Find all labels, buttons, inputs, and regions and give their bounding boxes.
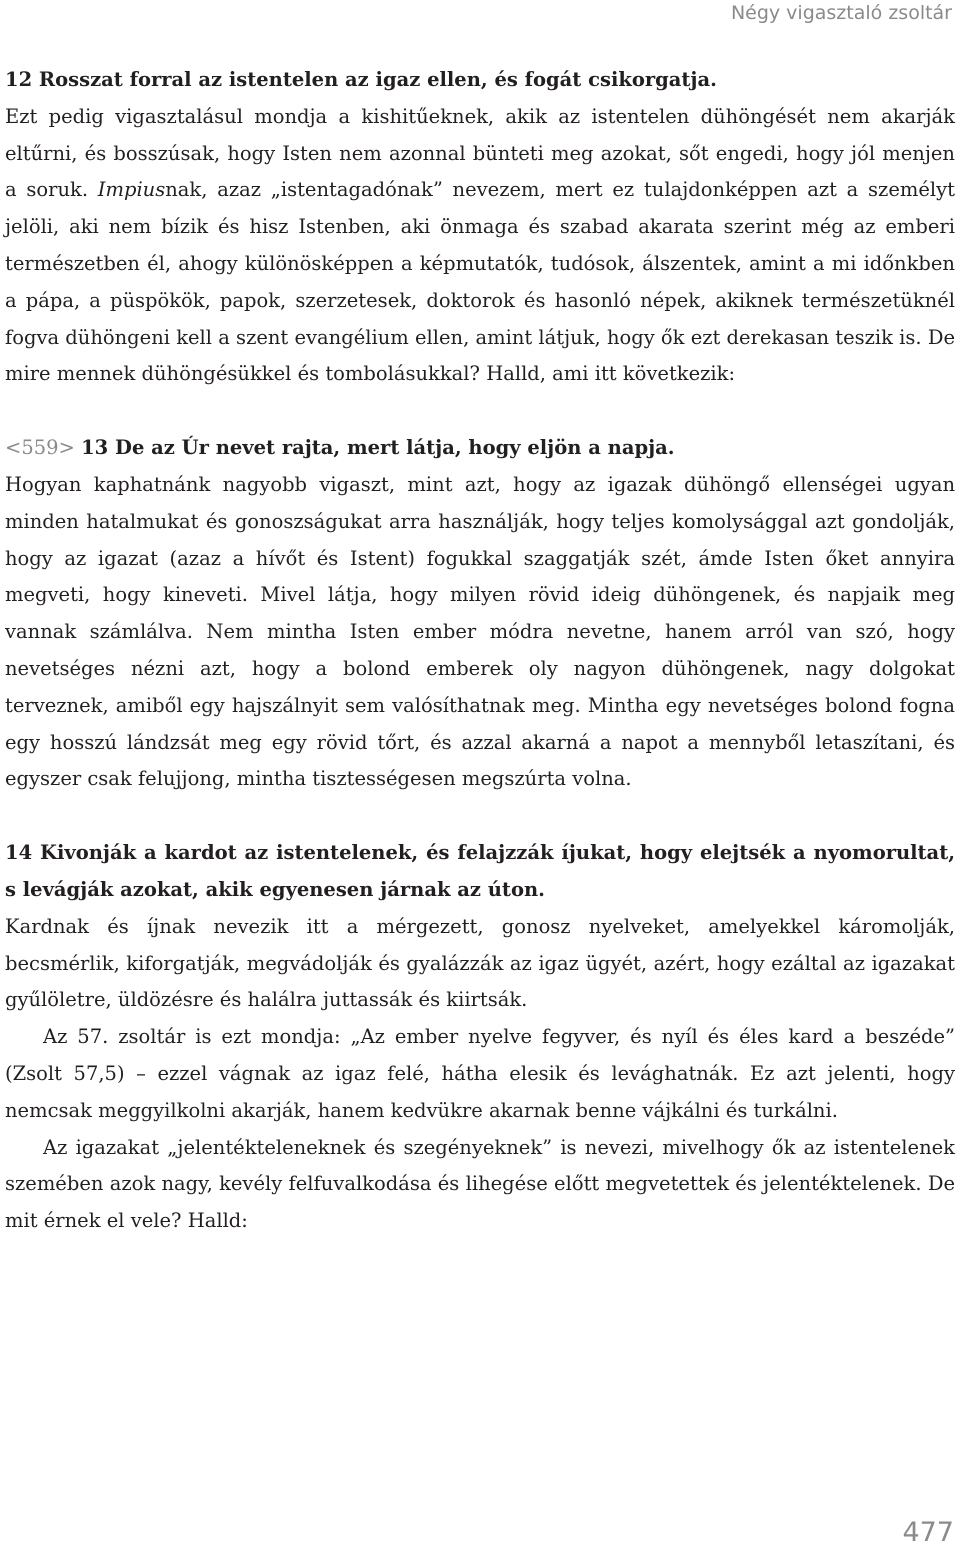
verse-12-heading: 12 Rosszat forral az istentelen az igaz ellen, és fogát csikorgatja. — [5, 68, 717, 91]
page-number: 477 — [902, 1517, 954, 1548]
verse-14-paragraph-3: Az igazakat „jelentékteleneknek és szegényeknek” is nevezi, mivelhogy ők az istentelenek szemében azok nagy, kevély felfuvalkodása és lihegése előtt megvetettek és jelentéktelenek. De mit érnek el vele? Halld: — [5, 1135, 955, 1233]
verse-14-commentary: Kardnak és íjnak nevezik itt a mérgezett, gonosz nyelveket, amelyekkel káromolják, becsmérlik, kiforgatják, megvádolják és gyalázzák az igaz ügyét, azért, hogy ezáltal az igazakat gyűlöletre, üldözésre és halálra juttassák és kiirtsák. — [5, 914, 955, 1012]
verse-12-commentary — [5, 99, 955, 393]
verse-14-paragraph-2: Az 57. zsoltár is ezt mondja: „Az ember nyelve fegyver, és nyíl és éles kard a beszéde” (Zsolt 57,5) – ezzel vágnak az igaz felé, hátha elesik és levághatnák. Ez azt jelenti, hogy nemcsak meggyilkolni akarják, hanem kedvükre akarnak benne vájkálni és turkálni. — [5, 1025, 955, 1122]
italic-term: Impius — [97, 178, 166, 202]
page-content — [5, 62, 955, 1240]
running-head: Négy vigasztaló zsoltár — [730, 2, 952, 24]
verse-14-heading: 14 Kivonják a kardot az istentelenek, és felajzzák íjukat, hogy elejtsék a nyomorultat, s levágják azokat, akik egyenesen járnak az úton. — [5, 841, 955, 901]
verse-13-commentary: Hogyan kaphatnánk nagyobb vigaszt, mint azt, hogy az igazak dühöngő ellenségei ugyan minden hatalmukat és gonoszságukat arra használják, hogy teljes komolysággal azt gondolják, hogy az igazat (azaz a hívőt és Istent) fogukkal szaggatják szét, ámde Isten őket annyira megveti, hogy kineveti. Mivel látja, hogy milyen rövid ideig dühöngenek, és napjaik meg vannak számlálva. Nem mintha Isten ember módra nevetne, hanem arról van szó, hogy nevetséges nézni azt, hogy a bolond emberek oly nagyon dühöngenek, nagy dolgokat terveznek, amiből egy hajszálnyit sem valósíthatnak meg. Mintha egy nevetséges bolond fogna egy hosszú lándzsát meg egy rövid tőrt, és azzal akarná a napot a mennyből letaszítani, és egyszer csak felujjong, mintha tisztességesen megszúrta volna. — [5, 472, 955, 791]
verse-13-heading — [5, 430, 955, 467]
commentary-text: Ezt pedig vigasztalásul mondja a kishitűeknek, akik az istentelen dühöngését nem akarják eltűrni, és bosszúsak, hogy Isten nem azonnal bünteti meg azokat, sőt engedi, hogy jól menjen a soruk. — [5, 104, 955, 202]
section-gap — [5, 798, 955, 835]
verse-text: 13 De az Úr nevet rajta, mert látja, hogy eljön a napja. — [81, 436, 675, 460]
commentary-text: nak, azaz „istentagadónak” nevezem, mert ez tulajdonképpen azt a személyt jelöli, aki nem bízik és hisz Istenben, aki önmaga és szabad akarata szerint még az emberi természetben él, ahogy különösképpen a képmutatók, tudósok, álszentek, amint a mi időnkben a pápa, a püspökök, papok, szerzetesek, doktorok és hasonló népek, akiknek természetüknél fogva dühöngeni kell a szent evangélium ellen, amint látjuk, hogy ők ezt derekasan teszik is. De mire mennek dühöngésükkel és tombolásukkal? Halld, ami itt következik: — [5, 178, 955, 386]
section-gap — [5, 393, 955, 430]
page-marker: <559> — [5, 436, 75, 460]
